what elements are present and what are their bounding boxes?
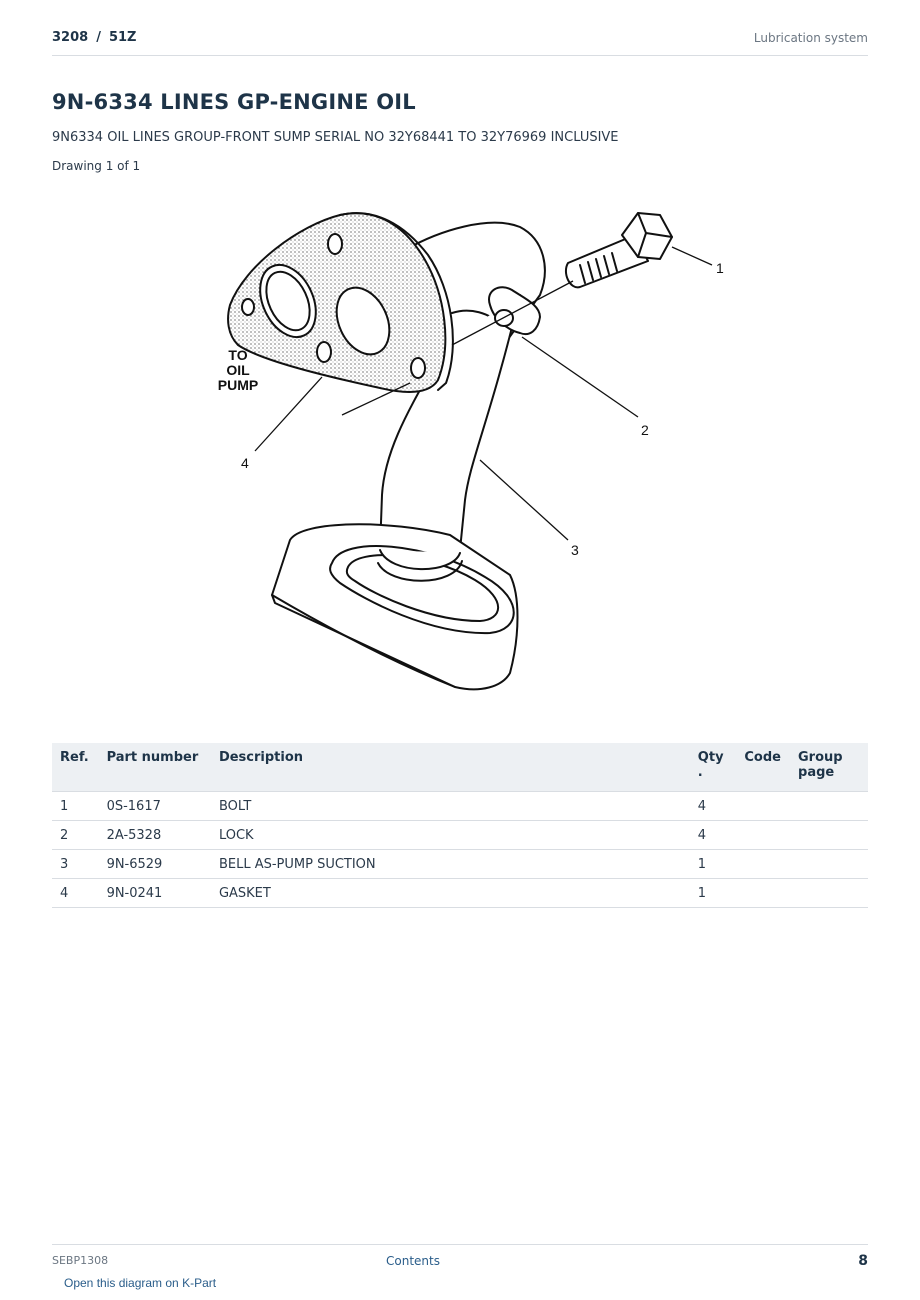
header-qty: Qty . <box>690 743 737 792</box>
bell-base <box>272 524 518 689</box>
cell-code <box>736 879 790 908</box>
cell-ref: 2 <box>52 821 99 850</box>
cell-code <box>736 821 790 850</box>
cell-description: BELL AS-PUMP SUCTION <box>211 850 690 879</box>
contents-link[interactable]: Contents <box>386 1254 440 1268</box>
page-title: 9N-6334 LINES GP-ENGINE OIL <box>52 90 416 114</box>
cell-qty: 1 <box>690 879 737 908</box>
cell-part-number: 9N-0241 <box>99 879 211 908</box>
page-number: 8 <box>858 1253 868 1269</box>
cell-description: LOCK <box>211 821 690 850</box>
diagram-label-line2: OIL <box>226 362 250 378</box>
callout-1: 1 <box>716 260 724 276</box>
cell-description: GASKET <box>211 879 690 908</box>
header-description: Description <box>211 743 690 792</box>
cell-group-page <box>790 792 868 821</box>
cell-code <box>736 792 790 821</box>
cell-group-page <box>790 821 868 850</box>
diagram-label-line1: TO <box>228 347 248 363</box>
callout-2: 2 <box>641 422 649 438</box>
table-row <box>52 792 868 821</box>
drawing-count: Drawing 1 of 1 <box>52 159 141 173</box>
cell-description: BOLT <box>211 792 690 821</box>
header-code: Code <box>736 743 790 792</box>
header-ref: Ref. <box>52 743 99 792</box>
cell-qty: 1 <box>690 850 737 879</box>
cell-code <box>736 850 790 879</box>
page-header <box>52 27 868 56</box>
diagram-label-line3: PUMP <box>217 377 259 393</box>
flange <box>228 213 453 392</box>
breadcrumb-separator: / <box>96 30 101 45</box>
breadcrumb-model: 3208 <box>52 30 89 45</box>
section-name: Lubrication system <box>753 31 868 45</box>
breadcrumb-serial-prefix: 51Z <box>108 30 137 45</box>
callout-4: 4 <box>241 455 249 471</box>
parts-diagram <box>190 195 750 715</box>
cell-part-number: 9N-6529 <box>99 850 211 879</box>
cell-ref: 1 <box>52 792 99 821</box>
table-row <box>52 879 868 908</box>
cell-qty: 4 <box>690 792 737 821</box>
group-subtitle: 9N6334 OIL LINES GROUP-FRONT SUMP SERIAL NO 32Y68441 TO 32Y76969 INCLUSIVE <box>52 130 619 145</box>
table-row <box>52 850 868 879</box>
document-id: SEBP1308 <box>52 1254 109 1267</box>
cell-ref: 4 <box>52 879 99 908</box>
bolt <box>566 213 672 287</box>
table-row <box>52 821 868 850</box>
header-part-number: Part number <box>99 743 211 792</box>
cell-qty: 4 <box>690 821 737 850</box>
header-group-page: Group page <box>790 743 868 792</box>
breadcrumb <box>52 30 136 45</box>
cell-ref: 3 <box>52 850 99 879</box>
parts-table <box>52 743 868 908</box>
cell-part-number: 0S-1617 <box>99 792 211 821</box>
cell-part-number: 2A-5328 <box>99 821 211 850</box>
open-kpart-link[interactable]: Open this diagram on K-Part <box>64 1276 217 1290</box>
page-footer <box>52 1244 868 1275</box>
cell-group-page <box>790 879 868 908</box>
cell-group-page <box>790 850 868 879</box>
callout-3: 3 <box>571 542 579 558</box>
table-header-row <box>52 743 868 792</box>
